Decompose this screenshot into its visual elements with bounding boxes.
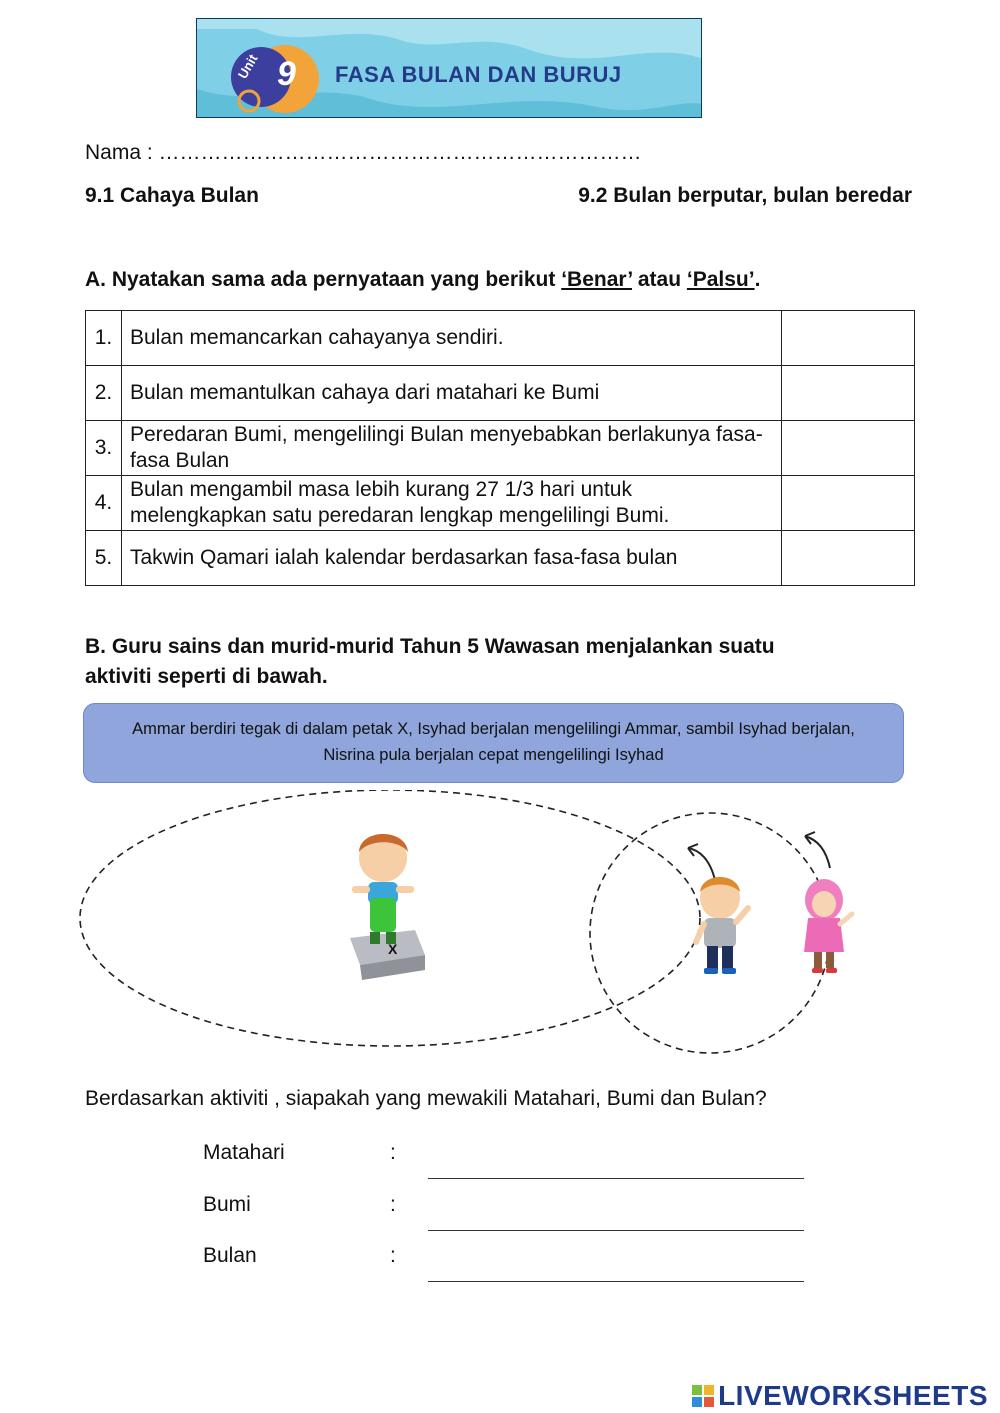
statement-text: Bulan memantulkan cahaya dari matahari ke Bumi [122,366,782,421]
true-false-table [85,310,915,586]
answer-cell[interactable] [782,311,915,366]
activity-description-box: Ammar berdiri tegak di dalam petak X, Isyhad berjalan mengelilingi Ammar, sambil Isyhad berjalan, Nisrina pula berjalan cepat mengelilingi Isyhad [83,703,904,783]
isyhad-figure-icon [696,877,748,974]
answer-line-bumi[interactable] [428,1230,804,1231]
row-number: 4. [86,476,122,531]
answer-line-bulan[interactable] [428,1281,804,1282]
unit-label: Unit [234,51,261,82]
banner-title: FASA BULAN DAN BURUJ [335,62,622,87]
answer-label-bumi: Bumi [203,1193,251,1216]
answer-cell[interactable] [782,366,915,421]
row-number: 2. [86,366,122,421]
liveworksheets-logo: LIVEWORKSHEETS [692,1380,988,1412]
table-row [86,476,915,531]
row-number: 5. [86,531,122,586]
statement-text: Bulan mengambil masa lebih kurang 27 1/3 hari untuk melengkapkan satu peredaran lengkap mengelilingi Bumi. [122,476,782,531]
orbit-diagram [70,790,870,1060]
palsu-word: ‘Palsu’ [686,268,755,291]
table-row [86,311,915,366]
statement-text: Peredaran Bumi, mengelilingi Bulan menyebabkan berlakunya fasa-fasa Bulan [122,421,782,476]
ammar-figure-icon [350,834,425,980]
colon: : [390,1141,396,1164]
benar-word: ‘Benar’ [561,268,633,291]
section-a-instruction: A. Nyatakan sama ada pernyataan yang berikut ‘Benar’ atau ‘Palsu’. [85,268,761,291]
unit-number: 9 [277,55,296,93]
answer-line-matahari[interactable] [428,1178,804,1179]
nisrina-figure-icon [804,879,852,973]
topic-left: 9.1 Cahaya Bulan [85,184,259,207]
colon: : [390,1244,396,1267]
statement-text: Takwin Qamari ialah kalendar berdasarkan fasa-fasa bulan [122,531,782,586]
answer-label-bulan: Bulan [203,1244,257,1267]
statement-text: Bulan memancarkan cahayanya sendiri. [122,311,782,366]
unit-banner [196,18,702,118]
section-b-instruction: B. Guru sains dan murid-murid Tahun 5 Wawasan menjalankan suatu aktiviti seperti di bawah. [85,635,775,688]
row-number: 1. [86,311,122,366]
name-field[interactable]: Nama : …………………………………………………………… [85,141,642,164]
table-row [86,366,915,421]
answer-cell[interactable] [782,476,915,531]
answer-label-matahari: Matahari [203,1141,285,1164]
x-marker-label: X [388,941,398,957]
table-row [86,421,915,476]
colon: : [390,1193,396,1216]
row-number: 3. [86,421,122,476]
answer-cell[interactable] [782,421,915,476]
liveworksheets-icon [692,1385,714,1407]
table-row [86,531,915,586]
topic-right: 9.2 Bulan berputar, bulan beredar [578,184,912,207]
question-text: Berdasarkan aktiviti , siapakah yang mewakili Matahari, Bumi dan Bulan? [85,1087,767,1110]
answer-cell[interactable] [782,531,915,586]
